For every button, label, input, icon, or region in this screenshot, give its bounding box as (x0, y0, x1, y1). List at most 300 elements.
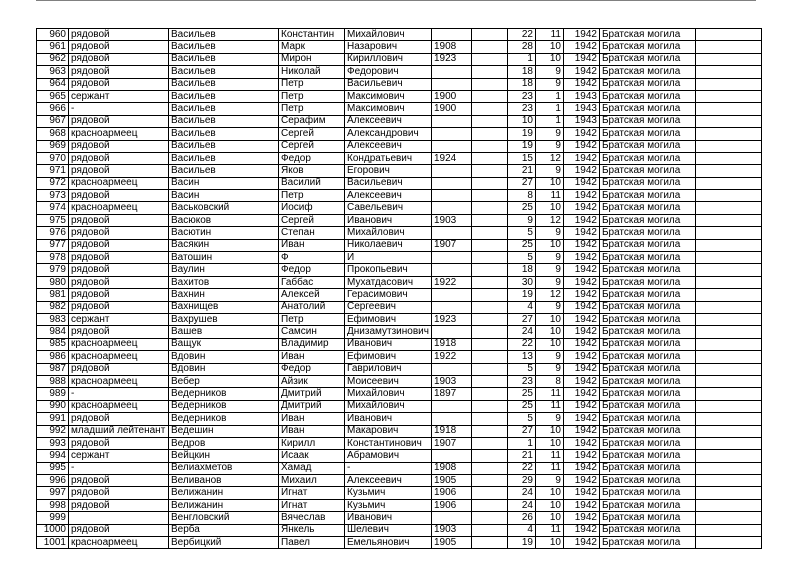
notes-cell (695, 537, 761, 549)
death-day-cell: 22 (507, 29, 535, 41)
birth-year-cell: 1907 (431, 239, 471, 251)
notes-cell (695, 301, 761, 313)
first-name-cell: Иван (279, 351, 345, 363)
death-month-cell: 10 (535, 177, 563, 189)
death-year-cell: 1942 (563, 326, 599, 338)
burial-type-cell: Братская могила (599, 475, 695, 487)
row-number-cell: 992 (37, 425, 69, 437)
first-name-cell: Янкель (279, 524, 345, 536)
row-number-cell: 983 (37, 313, 69, 325)
patronymic-cell: Герасимович (345, 289, 432, 301)
birth-year-cell: 1908 (431, 41, 471, 53)
rank-cell: рядовой (69, 413, 169, 425)
death-month-cell: 9 (535, 301, 563, 313)
first-name-cell: Айзик (279, 375, 345, 387)
row-number-cell: 1001 (37, 537, 69, 549)
death-day-cell: 4 (507, 524, 535, 536)
rank-cell: рядовой (69, 252, 169, 264)
rank-cell: сержант (69, 90, 169, 102)
birth-year-cell (431, 115, 471, 127)
death-year-cell: 1942 (563, 338, 599, 350)
rank-cell: рядовой (69, 363, 169, 375)
first-name-cell: Игнат (279, 499, 345, 511)
patronymic-cell: Васильевич (345, 78, 432, 90)
rank-cell: рядовой (69, 499, 169, 511)
notes-cell (695, 140, 761, 152)
notes-cell (695, 276, 761, 288)
first-name-cell: Петр (279, 103, 345, 115)
table-row (37, 214, 762, 226)
notes-cell (695, 78, 761, 90)
burial-type-cell: Братская могила (599, 177, 695, 189)
notes-cell (695, 375, 761, 387)
death-year-cell: 1942 (563, 363, 599, 375)
row-number-cell: 994 (37, 450, 69, 462)
surname-cell: Ведерников (169, 388, 279, 400)
death-year-cell: 1942 (563, 301, 599, 313)
patronymic-cell: Кузьмич (345, 499, 432, 511)
birth-year-cell (431, 29, 471, 41)
notes-cell (695, 227, 761, 239)
first-name-cell: Габбас (279, 276, 345, 288)
first-name-cell: Петр (279, 313, 345, 325)
death-day-cell: 30 (507, 276, 535, 288)
table-row (37, 140, 762, 152)
death-month-cell: 9 (535, 475, 563, 487)
patronymic-cell: Егорович (345, 165, 432, 177)
burial-type-cell: Братская могила (599, 90, 695, 102)
patronymic-cell: Кондратьевич (345, 152, 432, 164)
notes-cell (695, 313, 761, 325)
blank-cell (471, 165, 507, 177)
death-day-cell: 4 (507, 301, 535, 313)
rank-cell: сержант (69, 450, 169, 462)
rank-cell: рядовой (69, 66, 169, 78)
first-name-cell: Михаил (279, 475, 345, 487)
rank-cell: младший лейтенант (69, 425, 169, 437)
row-number-cell: 970 (37, 152, 69, 164)
rank-cell: рядовой (69, 165, 169, 177)
table-row (37, 425, 762, 437)
notes-cell (695, 66, 761, 78)
row-number-cell: 972 (37, 177, 69, 189)
first-name-cell: Анатолий (279, 301, 345, 313)
death-day-cell: 18 (507, 264, 535, 276)
rank-cell: рядовой (69, 487, 169, 499)
table-row (37, 252, 762, 264)
row-number-cell: 974 (37, 202, 69, 214)
death-month-cell: 9 (535, 227, 563, 239)
burial-type-cell: Братская могила (599, 338, 695, 350)
first-name-cell: Исаак (279, 450, 345, 462)
surname-cell: Васютин (169, 227, 279, 239)
rank-cell: рядовой (69, 41, 169, 53)
death-year-cell: 1942 (563, 202, 599, 214)
surname-cell: Вашев (169, 326, 279, 338)
burial-type-cell: Братская могила (599, 66, 695, 78)
blank-cell (471, 177, 507, 189)
surname-cell: Верба (169, 524, 279, 536)
table-row (37, 313, 762, 325)
death-day-cell: 5 (507, 227, 535, 239)
patronymic-cell: Федорович (345, 66, 432, 78)
surname-cell: Веливанов (169, 475, 279, 487)
table-row (37, 29, 762, 41)
burial-type-cell: Братская могила (599, 437, 695, 449)
rank-cell: рядовой (69, 437, 169, 449)
row-number-cell: 998 (37, 499, 69, 511)
rank-cell: рядовой (69, 53, 169, 65)
burial-type-cell: Братская могила (599, 252, 695, 264)
notes-cell (695, 128, 761, 140)
death-month-cell: 12 (535, 289, 563, 301)
birth-year-cell: 1905 (431, 475, 471, 487)
death-month-cell: 9 (535, 66, 563, 78)
surname-cell: Вдовин (169, 351, 279, 363)
birth-year-cell: 1900 (431, 103, 471, 115)
row-number-cell: 967 (37, 115, 69, 127)
patronymic-cell: Емельянович (345, 537, 432, 549)
patronymic-cell: Ефимович (345, 351, 432, 363)
death-month-cell: 11 (535, 190, 563, 202)
burial-type-cell: Братская могила (599, 41, 695, 53)
notes-cell (695, 103, 761, 115)
first-name-cell: Самсин (279, 326, 345, 338)
death-day-cell: 21 (507, 165, 535, 177)
row-number-cell: 969 (37, 140, 69, 152)
birth-year-cell: 1903 (431, 375, 471, 387)
death-day-cell: 19 (507, 140, 535, 152)
row-number-cell: 979 (37, 264, 69, 276)
birth-year-cell: 1923 (431, 53, 471, 65)
death-day-cell: 27 (507, 313, 535, 325)
row-number-cell: 973 (37, 190, 69, 202)
rank-cell: рядовой (69, 152, 169, 164)
blank-cell (471, 326, 507, 338)
death-year-cell: 1942 (563, 437, 599, 449)
blank-cell (471, 214, 507, 226)
death-month-cell: 9 (535, 413, 563, 425)
row-number-cell: 966 (37, 103, 69, 115)
death-day-cell: 1 (507, 53, 535, 65)
birth-year-cell (431, 400, 471, 412)
death-day-cell: 18 (507, 66, 535, 78)
death-year-cell: 1942 (563, 413, 599, 425)
burial-type-cell: Братская могила (599, 450, 695, 462)
burial-type-cell: Братская могила (599, 413, 695, 425)
birth-year-cell (431, 190, 471, 202)
surname-cell: Велиахметов (169, 462, 279, 474)
blank-cell (471, 338, 507, 350)
row-number-cell: 996 (37, 475, 69, 487)
death-day-cell: 5 (507, 252, 535, 264)
surname-cell: Вахрушев (169, 313, 279, 325)
burial-type-cell: Братская могила (599, 264, 695, 276)
rank-cell: - (69, 388, 169, 400)
patronymic-cell: Ефимович (345, 313, 432, 325)
row-number-cell: 987 (37, 363, 69, 375)
first-name-cell: Дмитрий (279, 400, 345, 412)
rank-cell: рядовой (69, 29, 169, 41)
death-month-cell: 10 (535, 487, 563, 499)
burial-type-cell: Братская могила (599, 351, 695, 363)
notes-cell (695, 413, 761, 425)
death-day-cell: 27 (507, 425, 535, 437)
first-name-cell: Петр (279, 90, 345, 102)
surname-cell: Васильев (169, 103, 279, 115)
death-month-cell: 9 (535, 351, 563, 363)
birth-year-cell (431, 177, 471, 189)
first-name-cell: Федор (279, 264, 345, 276)
death-year-cell: 1942 (563, 78, 599, 90)
row-number-cell: 968 (37, 128, 69, 140)
death-month-cell: 11 (535, 450, 563, 462)
row-number-cell: 986 (37, 351, 69, 363)
surname-cell: Вейцкин (169, 450, 279, 462)
death-year-cell: 1942 (563, 425, 599, 437)
notes-cell (695, 289, 761, 301)
surname-cell: Васильев (169, 90, 279, 102)
death-month-cell: 10 (535, 512, 563, 524)
rank-cell: рядовой (69, 190, 169, 202)
blank-cell (471, 227, 507, 239)
blank-cell (471, 437, 507, 449)
notes-cell (695, 190, 761, 202)
burial-type-cell: Братская могила (599, 512, 695, 524)
table-row (37, 152, 762, 164)
first-name-cell: Ф (279, 252, 345, 264)
table-row (37, 177, 762, 189)
surname-cell: Васильев (169, 41, 279, 53)
death-month-cell: 11 (535, 388, 563, 400)
death-year-cell: 1942 (563, 313, 599, 325)
blank-cell (471, 499, 507, 511)
birth-year-cell: 1908 (431, 462, 471, 474)
table-row (37, 276, 762, 288)
death-day-cell: 21 (507, 450, 535, 462)
row-number-cell: 981 (37, 289, 69, 301)
blank-cell (471, 53, 507, 65)
table-row (37, 289, 762, 301)
row-number-cell: 961 (37, 41, 69, 53)
blank-cell (471, 190, 507, 202)
blank-cell (471, 152, 507, 164)
death-year-cell: 1942 (563, 190, 599, 202)
patronymic-cell: Алексеевич (345, 115, 432, 127)
birth-year-cell (431, 165, 471, 177)
patronymic-cell: - (345, 462, 432, 474)
blank-cell (471, 128, 507, 140)
death-year-cell: 1942 (563, 289, 599, 301)
surname-cell: Вебер (169, 375, 279, 387)
row-number-cell: 985 (37, 338, 69, 350)
notes-cell (695, 29, 761, 41)
death-day-cell: 10 (507, 115, 535, 127)
birth-year-cell: 1906 (431, 499, 471, 511)
death-year-cell: 1942 (563, 152, 599, 164)
death-day-cell: 23 (507, 375, 535, 387)
row-number-cell: 965 (37, 90, 69, 102)
burial-type-cell: Братская могила (599, 400, 695, 412)
blank-cell (471, 41, 507, 53)
surname-cell: Ведерников (169, 400, 279, 412)
surname-cell: Васьковский (169, 202, 279, 214)
row-number-cell: 980 (37, 276, 69, 288)
surname-cell: Вдовин (169, 363, 279, 375)
notes-cell (695, 177, 761, 189)
first-name-cell: Иван (279, 239, 345, 251)
first-name-cell: Николай (279, 66, 345, 78)
first-name-cell: Сергей (279, 214, 345, 226)
birth-year-cell (431, 301, 471, 313)
patronymic-cell: Михайлович (345, 227, 432, 239)
row-number-cell: 982 (37, 301, 69, 313)
death-day-cell: 27 (507, 177, 535, 189)
first-name-cell: Серафим (279, 115, 345, 127)
death-year-cell: 1942 (563, 177, 599, 189)
notes-cell (695, 351, 761, 363)
notes-cell (695, 264, 761, 276)
blank-cell (471, 400, 507, 412)
row-number-cell: 976 (37, 227, 69, 239)
first-name-cell: Вячеслав (279, 512, 345, 524)
birth-year-cell (431, 78, 471, 90)
burial-type-cell: Братская могила (599, 375, 695, 387)
table-row (37, 103, 762, 115)
table-row (37, 326, 762, 338)
burial-type-cell: Братская могила (599, 78, 695, 90)
death-day-cell: 1 (507, 437, 535, 449)
surname-cell: Васильев (169, 115, 279, 127)
rank-cell: рядовой (69, 524, 169, 536)
patronymic-cell: Иванович (345, 512, 432, 524)
notes-cell (695, 326, 761, 338)
death-year-cell: 1943 (563, 115, 599, 127)
blank-cell (471, 276, 507, 288)
blank-cell (471, 289, 507, 301)
birth-year-cell: 1918 (431, 338, 471, 350)
table-row (37, 115, 762, 127)
birth-year-cell (431, 512, 471, 524)
notes-cell (695, 487, 761, 499)
death-year-cell: 1942 (563, 29, 599, 41)
first-name-cell: Степан (279, 227, 345, 239)
death-month-cell: 10 (535, 53, 563, 65)
death-month-cell: 9 (535, 252, 563, 264)
burial-type-cell: Братская могила (599, 289, 695, 301)
first-name-cell: Марк (279, 41, 345, 53)
first-name-cell: Петр (279, 190, 345, 202)
burial-type-cell: Братская могила (599, 128, 695, 140)
birth-year-cell (431, 202, 471, 214)
death-year-cell: 1942 (563, 227, 599, 239)
first-name-cell: Игнат (279, 487, 345, 499)
table-row (37, 78, 762, 90)
birth-year-cell: 1905 (431, 537, 471, 549)
row-number-cell: 962 (37, 53, 69, 65)
death-month-cell: 10 (535, 499, 563, 511)
rank-cell (69, 512, 169, 524)
death-day-cell: 24 (507, 326, 535, 338)
death-month-cell: 10 (535, 41, 563, 53)
surname-cell: Венгловский (169, 512, 279, 524)
patronymic-cell: Алексеевич (345, 190, 432, 202)
death-year-cell: 1942 (563, 128, 599, 140)
death-day-cell: 23 (507, 103, 535, 115)
table-row (37, 301, 762, 313)
row-number-cell: 971 (37, 165, 69, 177)
death-month-cell: 9 (535, 140, 563, 152)
table-row (37, 239, 762, 251)
burial-type-cell: Братская могила (599, 462, 695, 474)
burial-register-table (36, 28, 762, 549)
blank-cell (471, 413, 507, 425)
rank-cell: красноармеец (69, 375, 169, 387)
death-day-cell: 26 (507, 512, 535, 524)
notes-cell (695, 53, 761, 65)
rank-cell: рядовой (69, 239, 169, 251)
row-number-cell: 989 (37, 388, 69, 400)
death-year-cell: 1942 (563, 475, 599, 487)
first-name-cell: Хамад (279, 462, 345, 474)
patronymic-cell: Александрович (345, 128, 432, 140)
death-month-cell: 11 (535, 462, 563, 474)
blank-cell (471, 512, 507, 524)
row-number-cell: 960 (37, 29, 69, 41)
notes-cell (695, 437, 761, 449)
first-name-cell: Дмитрий (279, 388, 345, 400)
notes-cell (695, 450, 761, 462)
notes-cell (695, 524, 761, 536)
death-month-cell: 10 (535, 326, 563, 338)
surname-cell: Велижанин (169, 487, 279, 499)
table-row (37, 475, 762, 487)
rank-cell: рядовой (69, 227, 169, 239)
blank-cell (471, 103, 507, 115)
death-day-cell: 25 (507, 400, 535, 412)
rank-cell: - (69, 103, 169, 115)
death-year-cell: 1942 (563, 239, 599, 251)
rank-cell: красноармеец (69, 177, 169, 189)
rank-cell: - (69, 462, 169, 474)
death-month-cell: 12 (535, 214, 563, 226)
blank-cell (471, 487, 507, 499)
death-month-cell: 10 (535, 425, 563, 437)
table-row (37, 400, 762, 412)
row-number-cell: 1000 (37, 524, 69, 536)
death-year-cell: 1942 (563, 462, 599, 474)
death-day-cell: 13 (507, 351, 535, 363)
patronymic-cell: Кириллович (345, 53, 432, 65)
death-year-cell: 1942 (563, 165, 599, 177)
death-month-cell: 9 (535, 165, 563, 177)
surname-cell: Васин (169, 190, 279, 202)
notes-cell (695, 214, 761, 226)
row-number-cell: 984 (37, 326, 69, 338)
surname-cell: Ведров (169, 437, 279, 449)
blank-cell (471, 450, 507, 462)
table-row (37, 351, 762, 363)
blank-cell (471, 78, 507, 90)
death-year-cell: 1942 (563, 499, 599, 511)
first-name-cell: Алексей (279, 289, 345, 301)
table-row (37, 512, 762, 524)
surname-cell: Васильев (169, 53, 279, 65)
death-day-cell: 28 (507, 41, 535, 53)
table-row (37, 487, 762, 499)
patronymic-cell: Шелевич (345, 524, 432, 536)
burial-type-cell: Братская могила (599, 165, 695, 177)
